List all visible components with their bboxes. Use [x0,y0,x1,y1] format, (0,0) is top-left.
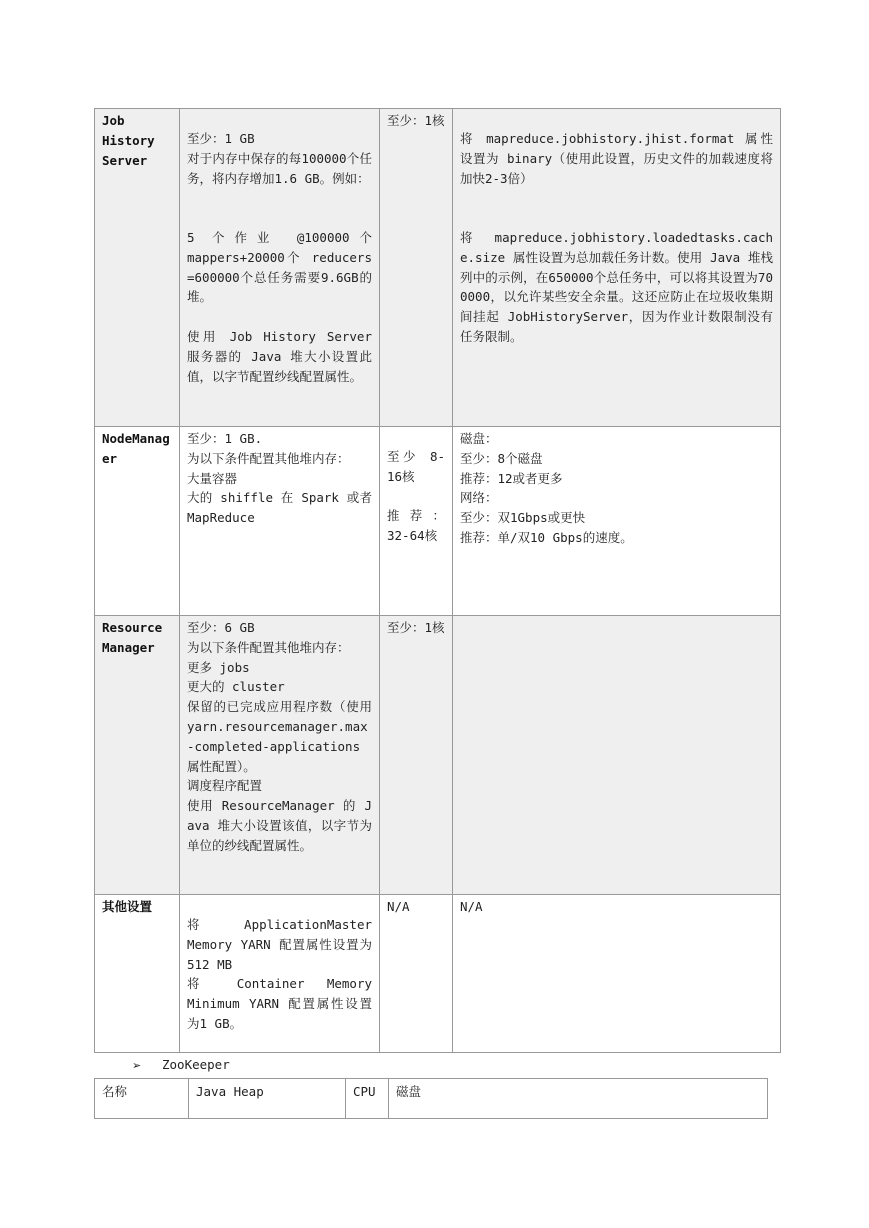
arrow-bullet-icon: ➢ [132,1059,142,1072]
role-cell: NodeManager [95,427,180,616]
table-row [95,616,781,895]
table-row [95,109,781,427]
java-heap-cell: 将 ApplicationMaster Memory YARN 配置属性设置为512 MB 将 Container Memory Minimum YARN 配置属性设置为1 GB。 [180,895,380,1053]
table-row [95,895,781,1053]
zookeeper-section-title: ➢ ZooKeeper [132,1055,230,1076]
java-heap-cell: 至少：1 GB 对于内存中保存的每100000个任务，将内存增加1.6 GB。例如： 5 个作业 @100000个 mappers+20000个 reducers =600000个总任务需要9.6GB的堆。 使用 Job History Server 服务器的 Java 堆大小设置此值，以字节配置纱线配置属性。 [180,109,380,427]
role-cell: Resource Manager [95,616,180,895]
table-row [95,427,781,616]
java-heap-cell: 至少：6 GB 为以下条件配置其他堆内存： 更多 jobs 更大的 cluster 保留的已完成应用程序数（使用 yarn.resourcemanager.max-completed-applications 属性配置）。 调度程序配置 使用 ResourceManager 的 Java 堆大小设置该值，以字节为单位的纱线配置属性。 [180,616,380,895]
zookeeper-table [94,1078,768,1119]
header-cell: 名称 [95,1079,189,1119]
other-cell: 磁盘： 至少：8个磁盘 推荐：12或者更多 网络： 至少：双1Gbps或更快 推荐：单/双10 Gbps的速度。 [453,427,781,616]
header-cell: Java Heap [189,1079,346,1119]
table-header-row [95,1079,768,1119]
cpu-cell: 至少：1核 [380,616,453,895]
header-cell: 磁盘 [389,1079,768,1119]
cpu-cell: 至少 8-16核 推荐：32-64核 [380,427,453,616]
cpu-cell: 至少：1核 [380,109,453,427]
role-cell: 其他设置 [95,895,180,1053]
yarn-requirements-table [94,108,781,1053]
other-cell: 将 mapreduce.jobhistory.jhist.format 属性设置为 binary（使用此设置，历史文件的加载速度将加快2-3倍） 将 mapreduce.jobhistory.loadedtasks.cache.size 属性设置为总加载任务计数。使用 Java 堆栈列中的示例，在650000个总任务中，可以将其设置为700000，以允许某些安全余量。这还应防止在垃圾收集期间挂起 JobHistoryServer，因为作业计数限制没有任务限制。 [453,109,781,427]
role-cell: Job History Server [95,109,180,427]
header-cell: CPU [346,1079,389,1119]
other-cell: N/A [453,895,781,1053]
java-heap-cell: 至少：1 GB. 为以下条件配置其他堆内存： 大量容器 大的 shiffle 在 Spark 或者 MapReduce [180,427,380,616]
other-cell [453,616,781,895]
cpu-cell: N/A [380,895,453,1053]
